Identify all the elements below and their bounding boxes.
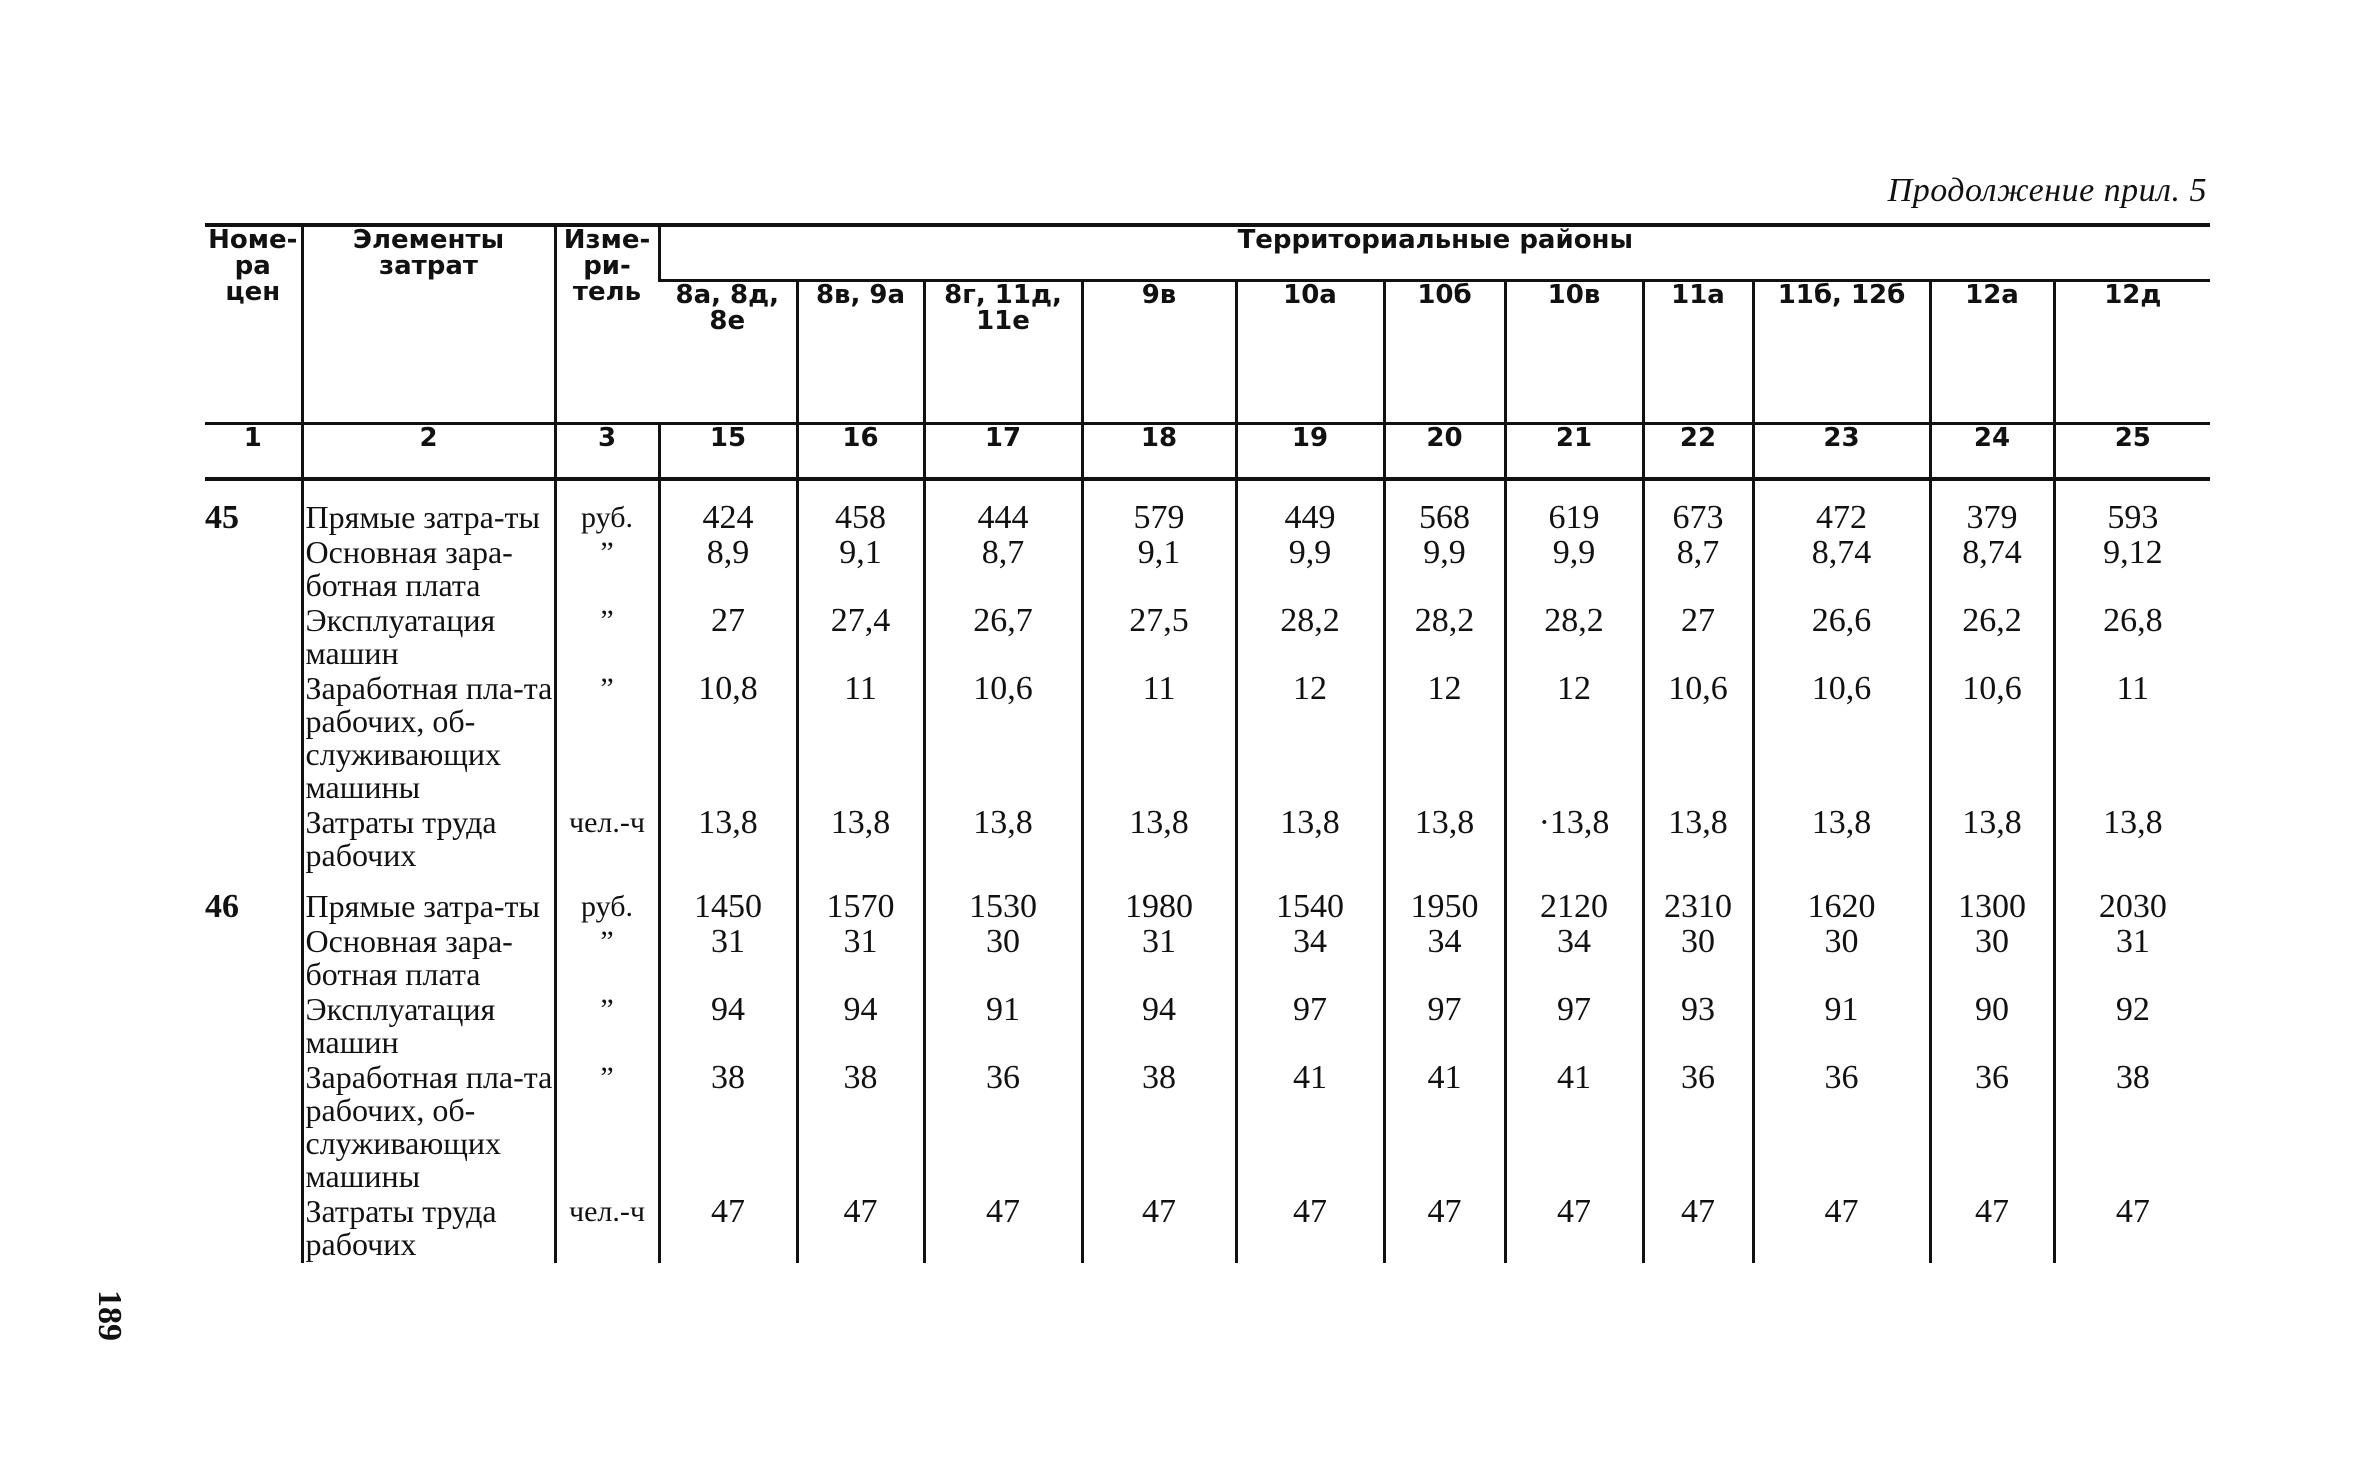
value-cell: 13,8: [1643, 806, 1753, 874]
header-region-8: 11б, 12б: [1753, 281, 1930, 424]
value-cell: 26,8: [2054, 604, 2210, 672]
value-cell: 30: [1753, 925, 1930, 993]
value-cell: 27: [659, 604, 797, 672]
value-cell: 31: [659, 925, 797, 993]
value-cell: 36: [1643, 1061, 1753, 1195]
value-cell: 47: [797, 1195, 924, 1263]
value-cell: 13,8: [797, 806, 924, 874]
value-cell: 27,4: [797, 604, 924, 672]
value-cell: 9,1: [797, 536, 924, 604]
value-cell: 2310: [1643, 874, 1753, 925]
header-unit: Изме-ри-тель: [555, 225, 659, 424]
value-cell: 1950: [1384, 874, 1505, 925]
table-row: [205, 874, 2210, 925]
cost-element: Заработная пла-та рабочих, об-служивающих машины: [302, 672, 555, 806]
value-cell: 36: [924, 1061, 1082, 1195]
value-cell: 1530: [924, 874, 1082, 925]
value-cell: 1450: [659, 874, 797, 925]
value-cell: 619: [1505, 479, 1643, 536]
header-region-1: 8в, 9а: [797, 281, 924, 424]
value-cell: 27,5: [1082, 604, 1236, 672]
table-row: [205, 993, 2210, 1061]
table-row: [205, 925, 2210, 993]
value-cell: 1980: [1082, 874, 1236, 925]
header-region-6: 10в: [1505, 281, 1643, 424]
unit-of-measure: ”: [555, 536, 659, 604]
value-cell: 30: [1643, 925, 1753, 993]
value-cell: 2030: [2054, 874, 2210, 925]
unit-of-measure: ”: [555, 672, 659, 806]
value-cell: 13,8: [1082, 806, 1236, 874]
value-cell: 94: [797, 993, 924, 1061]
header-region-7: 11а: [1643, 281, 1753, 424]
column-number: 23: [1753, 424, 1930, 480]
header-region-9: 12а: [1930, 281, 2054, 424]
value-cell: 91: [924, 993, 1082, 1061]
value-cell: 13,8: [1930, 806, 2054, 874]
value-cell: 47: [1930, 1195, 2054, 1263]
value-cell: 28,2: [1505, 604, 1643, 672]
price-number: [205, 604, 302, 672]
value-cell: 47: [2054, 1195, 2210, 1263]
value-cell: 9,12: [2054, 536, 2210, 604]
value-cell: 458: [797, 479, 924, 536]
table-row: [205, 604, 2210, 672]
column-number: 24: [1930, 424, 2054, 480]
cost-element: Основная зара-ботная плата: [302, 536, 555, 604]
header-region-4: 10а: [1236, 281, 1384, 424]
value-cell: 47: [1236, 1195, 1384, 1263]
value-cell: 27: [1643, 604, 1753, 672]
table-row: [205, 479, 2210, 536]
value-cell: 38: [797, 1061, 924, 1195]
value-cell: 10,6: [924, 672, 1082, 806]
value-cell: 9,9: [1384, 536, 1505, 604]
value-cell: 12: [1236, 672, 1384, 806]
column-number: 17: [924, 424, 1082, 480]
value-cell: 26,2: [1930, 604, 2054, 672]
value-cell: 31: [1082, 925, 1236, 993]
table-header: [205, 225, 2210, 479]
value-cell: 41: [1505, 1061, 1643, 1195]
table-row: [205, 1195, 2210, 1263]
value-cell: 97: [1384, 993, 1505, 1061]
value-cell: 38: [2054, 1061, 2210, 1195]
table-row: [205, 536, 2210, 604]
table-row: [205, 1061, 2210, 1195]
cost-element: Эксплуатация машин: [302, 604, 555, 672]
value-cell: 8,74: [1753, 536, 1930, 604]
price-number: [205, 993, 302, 1061]
value-cell: 8,9: [659, 536, 797, 604]
unit-of-measure: чел.-ч: [555, 806, 659, 874]
value-cell: 28,2: [1236, 604, 1384, 672]
value-cell: 449: [1236, 479, 1384, 536]
price-number: 45: [205, 499, 239, 536]
header-region-3: 9в: [1082, 281, 1236, 424]
value-cell: 8,7: [924, 536, 1082, 604]
value-cell: 36: [1930, 1061, 2054, 1195]
value-cell: 97: [1505, 993, 1643, 1061]
column-number: 1: [205, 424, 302, 480]
price-number: [205, 925, 302, 993]
header-region-10: 12д: [2054, 281, 2210, 424]
value-cell: 94: [1082, 993, 1236, 1061]
cost-element: Эксплуатация машин: [302, 993, 555, 1061]
value-cell: 31: [2054, 925, 2210, 993]
price-number: [205, 1195, 302, 1263]
column-number: 2: [302, 424, 555, 480]
value-cell: 12: [1505, 672, 1643, 806]
value-cell: 593: [2054, 479, 2210, 536]
header-regions: Территориальные районы: [659, 225, 2210, 281]
value-cell: 34: [1236, 925, 1384, 993]
value-cell: 41: [1236, 1061, 1384, 1195]
cost-element: Основная зара-ботная плата: [302, 925, 555, 993]
value-cell: 424: [659, 479, 797, 536]
value-cell: 47: [659, 1195, 797, 1263]
price-number: [205, 672, 302, 806]
value-cell: 10,6: [1753, 672, 1930, 806]
value-cell: 31: [797, 925, 924, 993]
column-number: 19: [1236, 424, 1384, 480]
header-elements: Элементы затрат: [302, 225, 555, 424]
value-cell: 13,8: [2054, 806, 2210, 874]
column-number: 25: [2054, 424, 2210, 480]
cost-element: Заработная пла-та рабочих, об-служивающих машины: [302, 1061, 555, 1195]
continuation-caption: Продолжение прил. 5: [1887, 172, 2207, 209]
value-cell: 28,2: [1384, 604, 1505, 672]
cost-element: Затраты труда рабочих: [302, 806, 555, 874]
value-cell: 11: [2054, 672, 2210, 806]
value-cell: 94: [659, 993, 797, 1061]
value-cell: 97: [1236, 993, 1384, 1061]
column-number: 22: [1643, 424, 1753, 480]
header-region-0: 8а, 8д, 8е: [659, 281, 797, 424]
cost-element: Прямые затра-ты: [302, 874, 555, 925]
value-cell: 11: [1082, 672, 1236, 806]
value-cell: 1620: [1753, 874, 1930, 925]
value-cell: 38: [659, 1061, 797, 1195]
value-cell: 47: [1384, 1195, 1505, 1263]
value-cell: 36: [1753, 1061, 1930, 1195]
value-cell: 10,6: [1930, 672, 2054, 806]
column-number: 3: [555, 424, 659, 480]
table-row: [205, 672, 2210, 806]
column-number: 18: [1082, 424, 1236, 480]
value-cell: 568: [1384, 479, 1505, 536]
price-table: [205, 223, 2210, 1263]
value-cell: 12: [1384, 672, 1505, 806]
value-cell: 47: [924, 1195, 1082, 1263]
value-cell: ·13,8: [1505, 806, 1643, 874]
value-cell: 92: [2054, 993, 2210, 1061]
value-cell: 2120: [1505, 874, 1643, 925]
value-cell: 444: [924, 479, 1082, 536]
unit-of-measure: ”: [555, 925, 659, 993]
column-number: 20: [1384, 424, 1505, 480]
cost-element: Затраты труда рабочих: [302, 1195, 555, 1263]
value-cell: 93: [1643, 993, 1753, 1061]
header-number: Номе-ра цен: [205, 225, 302, 424]
value-cell: 9,1: [1082, 536, 1236, 604]
value-cell: 8,74: [1930, 536, 2054, 604]
value-cell: 1570: [797, 874, 924, 925]
unit-of-measure: ”: [555, 604, 659, 672]
value-cell: 30: [924, 925, 1082, 993]
value-cell: 38: [1082, 1061, 1236, 1195]
value-cell: 9,9: [1236, 536, 1384, 604]
value-cell: 11: [797, 672, 924, 806]
price-number: 46: [205, 888, 239, 925]
value-cell: 26,7: [924, 604, 1082, 672]
value-cell: 47: [1753, 1195, 1930, 1263]
column-number: 15: [659, 424, 797, 480]
unit-of-measure: чел.-ч: [555, 1195, 659, 1263]
value-cell: 1300: [1930, 874, 2054, 925]
value-cell: 34: [1384, 925, 1505, 993]
price-number: [205, 536, 302, 604]
unit-of-measure: руб.: [555, 479, 659, 536]
unit-of-measure: ”: [555, 993, 659, 1061]
table-row: [205, 806, 2210, 874]
table-body: [205, 479, 2210, 1263]
value-cell: 472: [1753, 479, 1930, 536]
column-number: 16: [797, 424, 924, 480]
value-cell: 34: [1505, 925, 1643, 993]
value-cell: 13,8: [1236, 806, 1384, 874]
value-cell: 673: [1643, 479, 1753, 536]
column-number: 21: [1505, 424, 1643, 480]
value-cell: 91: [1753, 993, 1930, 1061]
value-cell: 90: [1930, 993, 2054, 1061]
value-cell: 30: [1930, 925, 2054, 993]
unit-of-measure: руб.: [555, 874, 659, 925]
value-cell: 13,8: [659, 806, 797, 874]
value-cell: 9,9: [1505, 536, 1643, 604]
page-number: 189: [91, 1290, 128, 1341]
value-cell: 47: [1643, 1195, 1753, 1263]
value-cell: 47: [1082, 1195, 1236, 1263]
value-cell: 579: [1082, 479, 1236, 536]
header-region-5: 10б: [1384, 281, 1505, 424]
value-cell: 379: [1930, 479, 2054, 536]
cost-element: Прямые затра-ты: [302, 479, 555, 536]
unit-of-measure: ”: [555, 1061, 659, 1195]
value-cell: 8,7: [1643, 536, 1753, 604]
value-cell: 13,8: [1384, 806, 1505, 874]
price-number: [205, 1061, 302, 1195]
value-cell: 13,8: [924, 806, 1082, 874]
value-cell: 47: [1505, 1195, 1643, 1263]
value-cell: 1540: [1236, 874, 1384, 925]
header-region-2: 8г, 11д, 11е: [924, 281, 1082, 424]
value-cell: 10,8: [659, 672, 797, 806]
value-cell: 13,8: [1753, 806, 1930, 874]
value-cell: 26,6: [1753, 604, 1930, 672]
price-number: [205, 806, 302, 874]
value-cell: 10,6: [1643, 672, 1753, 806]
value-cell: 41: [1384, 1061, 1505, 1195]
